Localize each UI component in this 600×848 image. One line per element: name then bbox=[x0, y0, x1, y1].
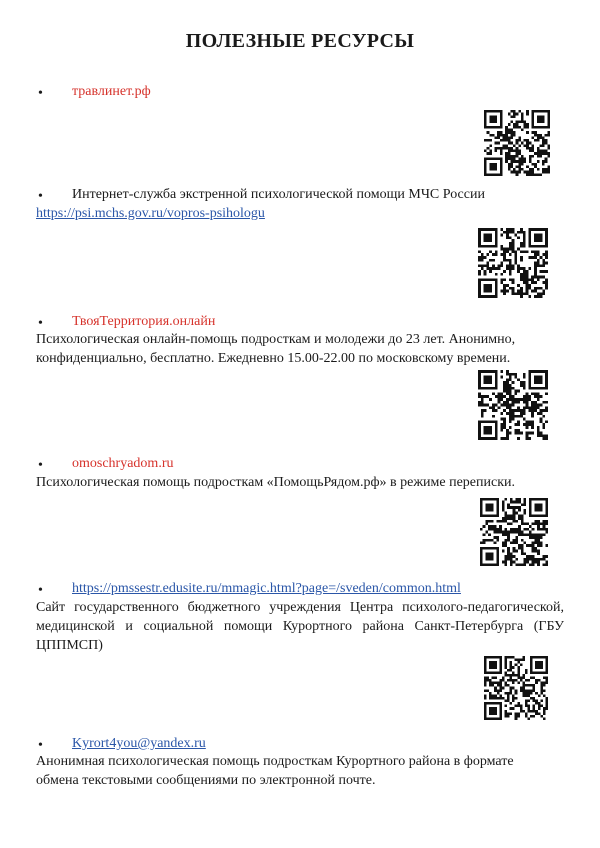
resource-link-email[interactable]: Kyrort4you@yandex.ru bbox=[72, 736, 206, 751]
bullet: • bbox=[38, 86, 43, 101]
resource-description-gbu-cppmsp: Сайт государственного бюджетного учреждения Центра психолого-педагогической, медицинской и социальной помощи Курортного района Санкт-Петербурга (ГБУ ЦППМСП) bbox=[36, 600, 564, 653]
qr-code-icon bbox=[484, 656, 548, 720]
description-line: конфиденциально, бесплатно. Ежедневно 15.00-22.00 по московскому времени. bbox=[36, 351, 511, 366]
resource-link-gbu-cppmsp[interactable]: https://pmssestr.edusite.ru/mmagic.html?page=/sveden/common.html bbox=[72, 581, 461, 596]
description-line: Анонимная психологическая помощь подросткам Курортного района в формате bbox=[36, 754, 514, 769]
bullet: • bbox=[38, 316, 43, 331]
resource-title-mchs: Интернет-служба экстренной психологической помощи МЧС России bbox=[72, 187, 485, 202]
resource-description-email bbox=[36, 752, 514, 790]
qr-code-icon bbox=[480, 498, 548, 566]
bullet: • bbox=[38, 189, 43, 204]
bullet: • bbox=[38, 738, 43, 753]
resource-link-travlinet[interactable]: травлинет.рф bbox=[72, 84, 151, 99]
resource-description-tvoya-territoriya bbox=[36, 330, 515, 368]
qr-code-icon bbox=[478, 370, 548, 440]
resource-link-tvoya-territoriya[interactable]: ТвояТерритория.онлайн bbox=[72, 314, 216, 329]
qr-code-icon bbox=[484, 110, 550, 176]
resource-link-pomosch-ryadom[interactable]: omoschryadom.ru bbox=[72, 456, 174, 471]
page-title: ПОЛЕЗНЫЕ РЕСУРСЫ bbox=[185, 30, 415, 52]
bullet: • bbox=[38, 458, 43, 473]
resource-description-pomosch-ryadom: Психологическая помощь подросткам «ПомощьРядом.рф» в режиме переписки. bbox=[36, 475, 516, 490]
description-line: обмена текстовыми сообщениями по электронной почте. bbox=[36, 773, 376, 788]
bullet: • bbox=[38, 583, 43, 598]
qr-code-icon bbox=[478, 228, 548, 298]
description-line: Психологическая онлайн-помощь подросткам и молодежи до 23 лет. Анонимно, bbox=[36, 332, 516, 347]
resource-link-mchs[interactable]: https://psi.mchs.gov.ru/vopros-psihologu bbox=[36, 206, 265, 221]
